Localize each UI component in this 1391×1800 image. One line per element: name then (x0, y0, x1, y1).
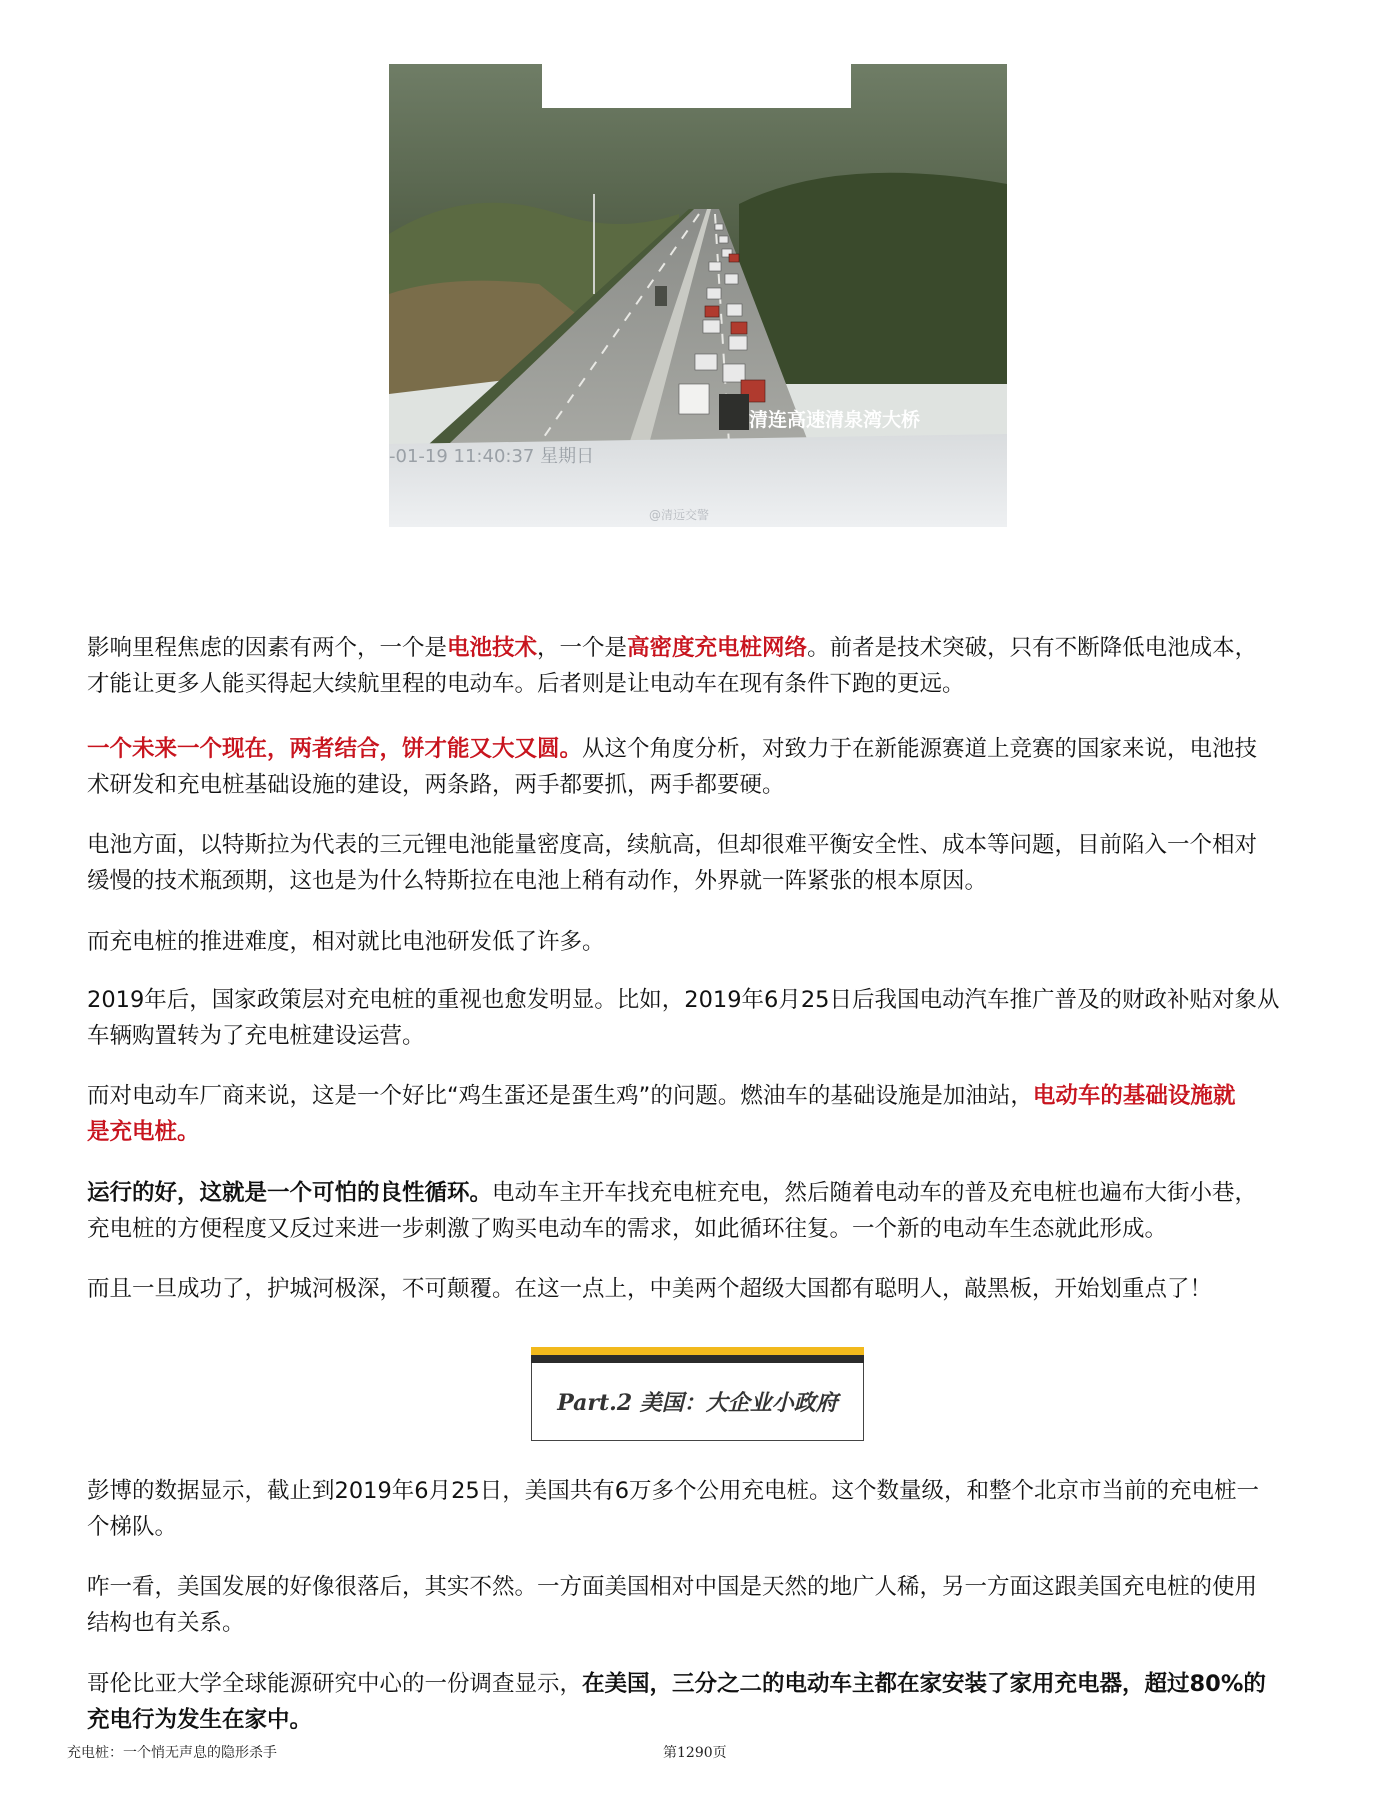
text-span: 影响里程焦虑的因素有两个，一个是 (87, 635, 448, 661)
heading-box (531, 1363, 864, 1441)
highway-traffic-photo (389, 64, 1007, 527)
paragraph-4 (87, 924, 605, 960)
highlight-red: 电池技术 (447, 635, 538, 661)
text-line: 而且一旦成功了，护城河极深，不可颠覆。在这一点上，中美两个超级大国都有聪明人，敲黑板，开始划重点了！ (87, 1276, 1213, 1302)
footer-page-number: 第1290页 (663, 1745, 727, 1761)
text-line: 才能让更多人能买得起大续航里程的电动车。后者则是让电动车在现有条件下跑的更远。 (87, 671, 965, 697)
text-span: ，一个是 (537, 635, 628, 661)
text-span: 哥伦比亚大学全球能源研究中心的一份调查显示， (87, 1671, 583, 1697)
text-line: 车辆购置转为了充电桩建设运营。 (87, 1023, 425, 1049)
section-heading (531, 1347, 864, 1441)
paragraph-2 (87, 731, 1257, 803)
paragraph-1 (87, 630, 1257, 702)
heading-accent-bar (531, 1347, 864, 1355)
photo-watermark: @清远交警 (649, 508, 710, 522)
text-line: 咋一看，美国发展的好像很落后，其实不然。一方面美国相对中国是天然的地广人稀，另一方面这跟美国充电桩的使用 (87, 1574, 1258, 1600)
text-line: 彭博的数据显示，截止到2019年6月25日，美国共有6万多个公用充电桩。这个数量级，和整个北京市当前的充电桩一 (87, 1478, 1260, 1504)
paragraph-8 (87, 1271, 1212, 1307)
text-line: 个梯队。 (87, 1514, 178, 1540)
paragraph-11 (87, 1666, 1266, 1738)
text-line: 而充电桩的推进难度，相对就比电池研发低了许多。 (87, 929, 605, 955)
heading-dark-bar (531, 1355, 864, 1363)
text-span: 从这个角度分析，对致力于在新能源赛道上竞赛的国家来说，电池技 (582, 736, 1258, 762)
text-line: 电池方面，以特斯拉为代表的三元锂电池能量密度高，续航高，但却很难平衡安全性、成本等问题，目前陷入一个相对 (87, 832, 1258, 858)
highlight-bold: 充电行为发生在家中。 (87, 1707, 313, 1733)
text-line: 结构也有关系。 (87, 1610, 245, 1636)
highlight-red: 电动车的基础设施就 (1032, 1083, 1236, 1109)
paragraph-3 (87, 827, 1257, 899)
paragraph-6 (87, 1078, 1235, 1150)
text-span: 。前者是技术突破，只有不断降低电池成本， (807, 635, 1258, 661)
paragraph-5 (87, 982, 1279, 1054)
text-line: 2019年后，国家政策层对充电桩的重视也愈发明显。比如，2019年6月25日后我国电动汽车推广普及的财政补贴对象从 (87, 987, 1280, 1013)
highlight-red: 高密度充电桩网络 (627, 635, 808, 661)
highlight-red: 一个未来一个现在，两者结合，饼才能又大又圆。 (87, 736, 583, 762)
text-span: 而对电动车厂商来说，这是一个好比“鸡生蛋还是蛋生鸡”的问题。燃油车的基础设施是加油站， (87, 1083, 1033, 1109)
highlight-bold: 在美国，三分之二的电动车主都在家安装了家用充电器，超过80%的 (582, 1671, 1266, 1697)
photo-caption-overlay: 清连高速清泉湾大桥 (749, 409, 921, 431)
text-line: 缓慢的技术瓶颈期，这也是为什么特斯拉在电池上稍有动作，外界就一阵紧张的根本原因。 (87, 868, 988, 894)
photo-timestamp-overlay: -01-19 11:40:37 星期日 (389, 446, 595, 467)
text-line: 充电桩的方便程度又反过来进一步刺激了购买电动车的需求，如此循环往复。一个新的电动车生态就此形成。 (87, 1216, 1168, 1242)
footer-doc-title: 充电桩：一个悄无声息的隐形杀手 (67, 1745, 277, 1761)
section-title: Part.2 美国：大企业小政府 (557, 1390, 838, 1416)
text-line: 术研发和充电桩基础设施的建设，两条路，两手都要抓，两手都要硬。 (87, 772, 785, 798)
highlight-bold: 运行的好，这就是一个可怕的良性循环。 (87, 1180, 493, 1206)
paragraph-9 (87, 1473, 1259, 1545)
paragraph-10 (87, 1569, 1257, 1641)
paragraph-7 (87, 1175, 1257, 1247)
text-span: 电动车主开车找充电桩充电，然后随着电动车的普及充电桩也遍布大街小巷， (492, 1180, 1258, 1206)
highlight-red: 是充电桩。 (87, 1119, 200, 1145)
